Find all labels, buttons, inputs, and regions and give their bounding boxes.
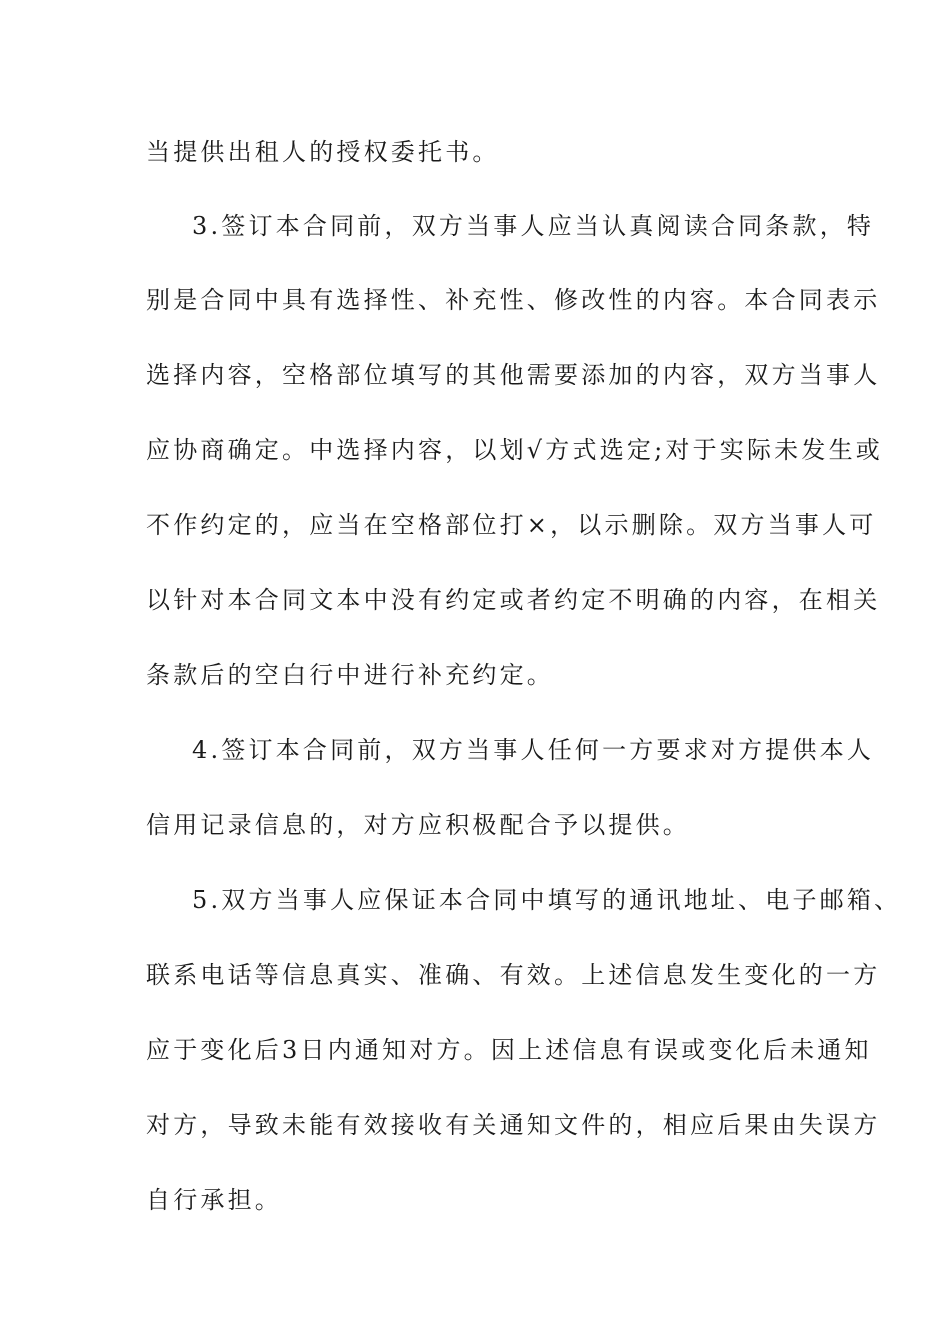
text-line: 不作约定的，应当在空格部位打×，以示删除。双方当事人可 bbox=[146, 511, 877, 539]
text-line: 以针对本合同文本中没有约定或者约定不明确的内容，在相关 bbox=[146, 586, 881, 614]
text-line: 4.签订本合同前，双方当事人任何一方要求对方提供本人 bbox=[192, 736, 875, 764]
text-line: 别是合同中具有选择性、补充性、修改性的内容。本合同表示 bbox=[146, 286, 881, 314]
text-line: 应协商确定。中选择内容，以划√方式选定;对于实际未发生或 bbox=[146, 436, 883, 464]
text-line: 当提供出租人的授权委托书。 bbox=[146, 138, 500, 166]
text-line: 联系电话等信息真实、准确、有效。上述信息发生变化的一方 bbox=[146, 961, 881, 989]
text-line: 条款后的空白行中进行补充约定。 bbox=[146, 661, 554, 689]
text-line: 对方，导致未能有效接收有关通知文件的，相应后果由失误方 bbox=[146, 1111, 881, 1139]
text-line: 5.双方当事人应保证本合同中填写的通讯地址、电子邮箱、 bbox=[192, 886, 902, 914]
text-line: 应于变化后3日内通知对方。因上述信息有误或变化后未通知 bbox=[146, 1036, 872, 1064]
text-line: 自行承担。 bbox=[146, 1186, 282, 1214]
text-line: 3.签订本合同前，双方当事人应当认真阅读合同条款，特 bbox=[192, 212, 875, 240]
text-line: 选择内容，空格部位填写的其他需要添加的内容，双方当事人 bbox=[146, 361, 881, 389]
text-line: 信用记录信息的，对方应积极配合予以提供。 bbox=[146, 811, 690, 839]
